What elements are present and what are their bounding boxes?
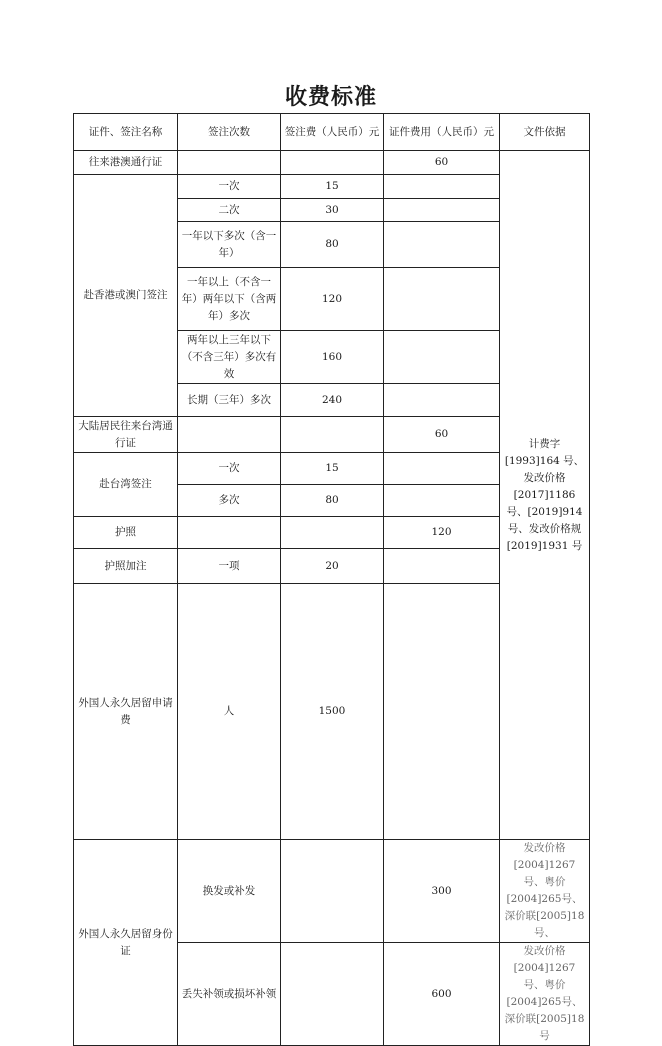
cell-visa-fee: 80 [281, 485, 384, 517]
header-count: 签注次数 [178, 114, 281, 151]
cell-doc-fee [384, 222, 500, 268]
header-row [74, 114, 590, 151]
fee-table [73, 113, 590, 1046]
header-doc-fee: 证件费用（人民币）元 [384, 114, 500, 151]
cell-visa-fee: 15 [281, 453, 384, 485]
cell-name: 赴台湾签注 [74, 453, 178, 517]
cell-count [178, 517, 281, 549]
cell-visa-fee: 20 [281, 549, 384, 584]
cell-count: 一项 [178, 549, 281, 584]
cell-visa-fee [281, 417, 384, 453]
cell-basis: 发改价格[2004]1267 号、粤价[2004]265号、深价联[2005]18 号、 [500, 840, 590, 943]
cell-count [178, 151, 281, 175]
cell-count: 一次 [178, 175, 281, 199]
cell-count: 二次 [178, 199, 281, 222]
cell-doc-fee [384, 175, 500, 199]
cell-count: 丢失补领或损坏补领 [178, 943, 281, 1046]
cell-doc-fee [384, 584, 500, 840]
cell-name: 大陆居民往来台湾通行证 [74, 417, 178, 453]
cell-name: 往来港澳通行证 [74, 151, 178, 175]
cell-visa-fee [281, 151, 384, 175]
cell-doc-fee: 60 [384, 417, 500, 453]
cell-name: 外国人永久居留申请费 [74, 584, 178, 840]
page-title: 收费标准 [284, 85, 377, 110]
cell-visa-fee: 80 [281, 222, 384, 268]
cell-name: 护照 [74, 517, 178, 549]
table-row [74, 151, 590, 175]
header-basis: 文件依据 [500, 114, 590, 151]
cell-visa-fee [281, 517, 384, 549]
header-visa-fee: 签注费（人民币）元 [281, 114, 384, 151]
cell-doc-fee [384, 199, 500, 222]
cell-doc-fee [384, 453, 500, 485]
cell-doc-fee [384, 485, 500, 517]
table-row [74, 840, 590, 943]
cell-visa-fee: 1500 [281, 584, 384, 840]
cell-name: 外国人永久居留身份证 [74, 840, 178, 1046]
cell-count: 一年以上（不含一年）两年以下（含两年）多次 [178, 268, 281, 331]
cell-visa-fee: 15 [281, 175, 384, 199]
cell-doc-fee: 120 [384, 517, 500, 549]
cell-count: 多次 [178, 485, 281, 517]
cell-name: 护照加注 [74, 549, 178, 584]
cell-count: 人 [178, 584, 281, 840]
cell-doc-fee: 300 [384, 840, 500, 943]
cell-count: 换发或补发 [178, 840, 281, 943]
cell-visa-fee: 160 [281, 331, 384, 384]
cell-doc-fee [384, 549, 500, 584]
cell-name: 赴香港或澳门签注 [74, 175, 178, 417]
cell-count [178, 417, 281, 453]
cell-count: 一次 [178, 453, 281, 485]
cell-count: 长期（三年）多次 [178, 384, 281, 417]
cell-count: 一年以下多次（含一年） [178, 222, 281, 268]
cell-doc-fee: 60 [384, 151, 500, 175]
cell-doc-fee [384, 268, 500, 331]
cell-doc-fee [384, 384, 500, 417]
cell-visa-fee: 30 [281, 199, 384, 222]
cell-count: 两年以上三年以下（不含三年）多次有效 [178, 331, 281, 384]
cell-basis: 发改价格[2004]1267 号、粤价[2004]265号、深价联[2005]18 号 [500, 943, 590, 1046]
cell-doc-fee: 600 [384, 943, 500, 1046]
cell-doc-fee [384, 331, 500, 384]
cell-visa-fee [281, 840, 384, 943]
cell-visa-fee: 120 [281, 268, 384, 331]
header-name: 证件、签注名称 [74, 114, 178, 151]
cell-visa-fee: 240 [281, 384, 384, 417]
cell-visa-fee [281, 943, 384, 1046]
cell-basis: 计费字[1993]164 号、发改价格[2017]1186 号、[2019]914 号、发改价格规[2019]1931 号 [500, 151, 590, 840]
